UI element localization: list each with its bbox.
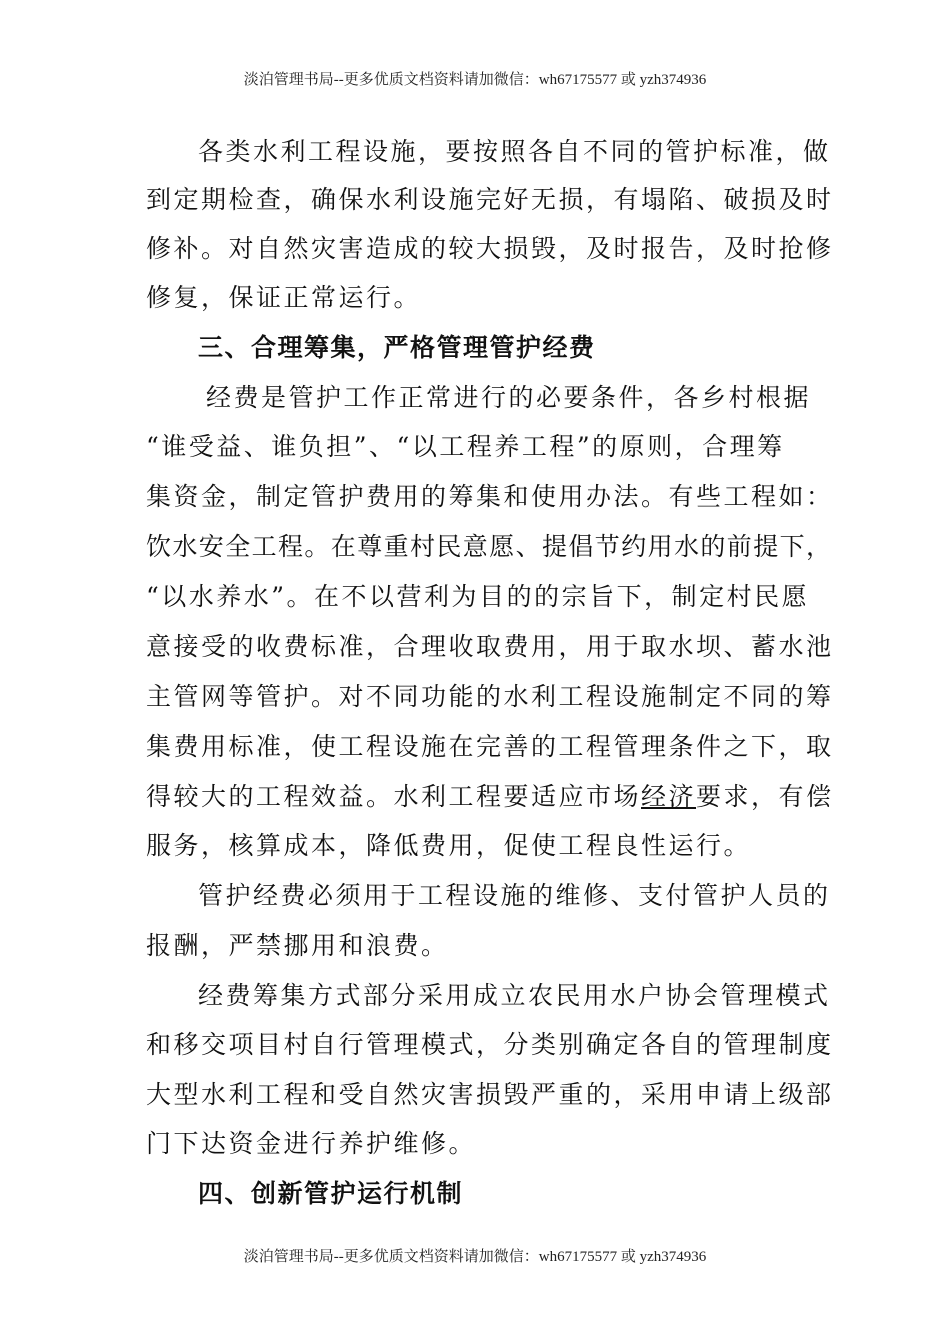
section-heading: 四、创新管护运行机制	[198, 1179, 464, 1208]
paragraph-line: 管护经费必须用于工程设施的维修、支付管护人员的	[198, 881, 831, 910]
line-text: 得较大的工程效益。水利工程要适应市场	[146, 782, 642, 811]
paragraph-line	[146, 777, 834, 817]
paragraph-line: 门下达资金进行养护维修。	[146, 1129, 477, 1158]
paragraph-line: “以水养水”。在不以营利为目的的宗旨下，制定村民愿	[146, 582, 810, 611]
paragraph-line: 报酬，严禁挪用和浪费。	[146, 931, 449, 960]
paragraph-line: 修复，保证正常运行。	[146, 283, 422, 312]
line-text: 要求，有偿	[696, 782, 834, 811]
paragraph-line: 意接受的收费标准，合理收取费用，用于取水坝、蓄水池	[146, 632, 834, 661]
paragraph-line: 饮水安全工程。在尊重村民意愿、提倡节约用水的前提下，	[146, 532, 833, 561]
paragraph-line: 主管网等管护。对不同功能的水利工程设施制定不同的筹	[146, 682, 834, 711]
paragraph-line: “谁受益、谁负担”、“以工程养工程”的原则，合理筹	[146, 432, 785, 461]
paragraph-line: 到定期检查，确保水利设施完好无损，有塌陷、破损及时	[146, 185, 834, 214]
section-heading: 三、合理筹集，严格管理管护经费	[198, 333, 596, 362]
paragraph-line: 服务，核算成本，降低费用，促使工程良性运行。	[146, 831, 752, 860]
paragraph-line: 各类水利工程设施，要按照各自不同的管护标准，做	[198, 137, 831, 166]
paragraph-line: 集费用标准，使工程设施在完善的工程管理条件之下，取	[146, 732, 834, 761]
paragraph-line: 经费是管护工作正常进行的必要条件，各乡村根据	[206, 383, 812, 412]
paragraph-line: 大型水利工程和受自然灾害损毁严重的，采用申请上级部	[146, 1080, 834, 1109]
paragraph-line: 修补。对自然灾害造成的较大损毁，及时报告，及时抢修	[146, 234, 834, 263]
paragraph-line: 集资金，制定管护费用的筹集和使用办法。有些工程如：	[146, 482, 834, 511]
paragraph-line: 经费筹集方式部分采用成立农民用水户协会管理模式	[198, 981, 831, 1010]
page-footer: 淡泊管理书局--更多优质文档资料请加微信：wh67175577 或 yzh374936	[243, 1249, 707, 1265]
underlined-link[interactable]: 经济	[641, 782, 697, 811]
paragraph-line: 和移交项目村自行管理模式，分类别确定各自的管理制度	[146, 1030, 834, 1059]
page-header: 淡泊管理书局--更多优质文档资料请加微信：wh67175577 或 yzh374936	[243, 72, 707, 88]
